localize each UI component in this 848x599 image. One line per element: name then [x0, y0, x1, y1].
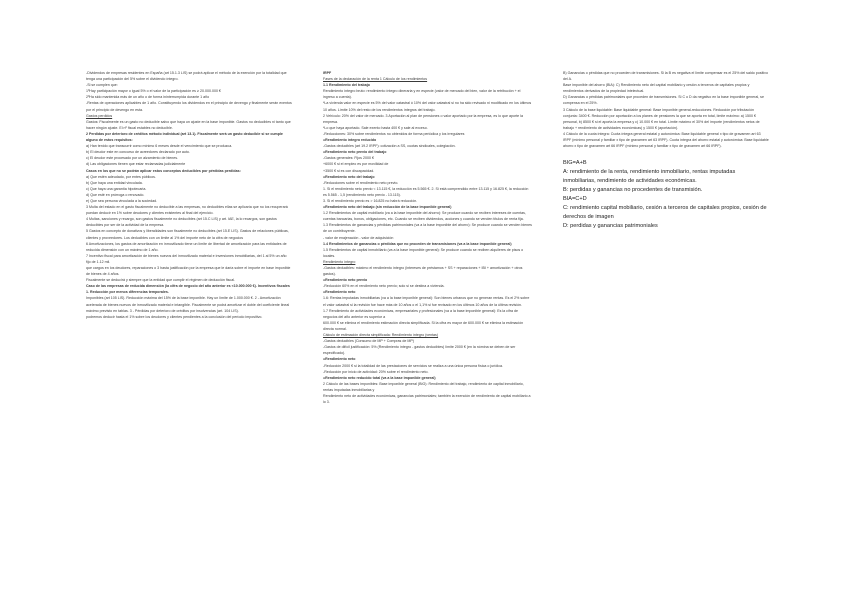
text-line: 1.3 Rendimientos de ganancias y pérdidas patrimoniales (va a la base imponible del ahorro): Se produce cuando se venden bienes de un contribuyente. [323, 223, 532, 234]
text-line: 5 Gastos en concepto de donativos y liberalidades son fiscalmente no deducibles (art 15.E LIS). Gastos de relaciones públicas, clientes y proveedores. Los deducibles con un límite al 1% del importe neto de la cifra de negocios [86, 229, 289, 240]
text-line: Fiscalmente se deducirá y siempre que la entidad que cumplir el régimen de deducción fiscal. [86, 278, 236, 283]
text-line: Rendimiento neto de actividades económicas, ganancias patrimoniales; también la exención de rendimiento de capital mobiliario a lo 3. [323, 393, 531, 405]
text-line: -Reducción 60% en el rendimiento neto previo; solo si se destina a vivienda. [323, 284, 445, 289]
text-line: 6 Amortizaciones, los gastos de amortización en inmovilizado tiene un límite de libertad de amortización para las entidades de reducida dimensión con un máximo de 1 año. [86, 241, 287, 252]
text-line: D: perdidas y ganancias patrimoniales [563, 223, 658, 230]
text-line: 3. Si el rendimiento previo es > 16.825 no habrá reducción. [323, 198, 418, 203]
text-line: b) El deudor este en concurso de acreedores declarado por auto. [86, 150, 190, 155]
text-line: 7 Incentivo fiscal para amortización de bienes nuevos del inmovilizado material e inversiones inmobiliarias, del 1 al 5% un año fijo de 1.12 mil. [86, 253, 287, 264]
text-line: d) Que esté en prórroga o renovado. [86, 192, 145, 197]
text-line: d) Las obligaciones tienen que estar reclamadas judicialmente [86, 162, 186, 167]
text-line: 2 Vehículo: 20% del valor de mercado. 3 Aportación al plan de pensiones o valor aportado por la empresa, es lo que aporte la empresa. [323, 113, 523, 124]
text-line: a) Han tenido que transcurrir como mínimo 6 meses desde el vencimiento que se produzca. [86, 144, 233, 149]
text-line: =Rendimiento neto del trabajo [323, 174, 375, 179]
text-line: C: rendimiento capital mobiliario, cesión a terceros de capitales propios, cesión de derechos de imagen [563, 205, 767, 221]
text-line: 4 Multas, sanciones y recargo, son gastos fiscalmente no deducibles (art 15.C LIS) y art. IAE, la lo recargos, son gastos deducibles por ser de la actividad de la empresa. [86, 217, 277, 228]
text-line: Rendimiento íntegro [323, 259, 356, 264]
text-line: =Rendimiento neto previo del trabajo [323, 150, 387, 155]
text-line: 1.5 Rendimientos de capital inmobiliario (va a la base imponible general): Se produce cuando se reciben alquileres de pisos o locales. [323, 247, 524, 258]
text-line: 1.4 Rendimientos de ganancias o pérdidas que no proceden de transmisiones (va a la base imponible general) [323, 241, 512, 246]
text-line: Fases de la declaración de la renta 1 Cálculo de los rendimientos [323, 77, 428, 82]
text-line: 1.6: Rentas imputadas inmobiliarias (va a la base imponible general): Son bienes urbanos que no generan rentas. Es el 2% sobre el valor catastral si la revisión fue hace más de 10 años o el 1,1% si fue revisado en los últimos 10 años de la última revisión. [323, 296, 530, 307]
text-line: Caso de las empresas de reducida dimensión (la cifra de negocio del año anterior es <10.000.000 €). Incentivos fiscales 1. Reducción por menos diferencias temporales. [86, 284, 290, 295]
text-line: =Rendimiento íntegro reducido [323, 138, 377, 143]
text-line: -Si se cumplen que: [86, 83, 118, 88]
text-line: Casos en los que no se podrán aplicar estos conceptos deducibles por pérdidas perdidas: [86, 168, 241, 173]
text-line: -Dividendos de empresas residentes en España (art 15.1.3 LIS) se podrá aplicar el método de la exención por la totalidad que tenga una participación del 5% sobre el dividendo íntegro. [86, 71, 287, 82]
text-line: 2 Perdidas por deterioro de créditos método individual (art 13.1). Fiscalmente será un gasto deducible si se cumple alguno de estos requisitos: [86, 131, 283, 143]
text-line: -Gastos generales: Fijos 2000 € [323, 156, 374, 161]
text-line: 600.000 € se elimina el rendimiento estimación directa simplificada. Si la cifra es mayor de 600.000 € se elimina la estimación directa normal. [323, 320, 524, 331]
text-line: -Gastos deducibles (art 19.2 IRPF): cotización a SS, cuotas sindicales, colegiación. [323, 144, 456, 149]
text-line: 1.2 Rendimientos de capital mobiliario (va a la base imponible del ahorro): Se produce cuando se reciben intereses de cuentas, cuentas bancarias, bonos, obligaciones, etc. Cuando se reciben dividendos, acciones y cuando se venden títulos de renta fija. [323, 211, 526, 222]
text-line: B: perdidas y ganancias no procedentes de transmisión. [563, 187, 703, 194]
text-line: =Rendimiento neto del trabajo (sin reducción de la base imponible general) [323, 205, 452, 210]
text-line: podremos deducir hasta el 1% sobre los deudores y clientes pendientes a la conclusión del período impositivo. [86, 314, 263, 319]
text-line: 3 Cálculo de la base liquidable: Base liquidable general: Base imponible general-reducciones. Reducción por tributación conjunta: 3400 €. Reducción por aportación a los planes de pensiones la que se aporta en total, límite máximo: a) 1500 € personal, b) 8500 € si el aporta la empresa y c) 10.000 € en total. Límite máximo el 30% del importe (rendimientos netos de trabajo + rendimiento de actividades económicas) y 1500 € (aportación). [563, 107, 760, 130]
text-line: -Reducción 2000 € si la totalidad de las prestaciones de servicios se realiza a una única persona física o jurídica. [323, 363, 503, 368]
text-line: =Rendimiento neto previo [323, 278, 368, 283]
text-line: -Reducciones: 30% sobre rendimientos no obtenidos de forma periódica y los irregulares [323, 131, 465, 136]
text-line: - valor de enajenación - valor de adquisición [323, 235, 394, 240]
column-left [86, 70, 292, 320]
text-line: *Lo que haya aportado. Sale exento hasta 400 € y sale al exceso. [323, 125, 428, 130]
text-line: B) Ganancias o pérdidas que no proceden de transmisiones. Si la B es negativa el límite compensar es el 25% del saldo positivo del A. [563, 71, 768, 82]
text-line: c) El deudor este procesado por un alzamiento de bienes. [86, 156, 179, 161]
text-line: Cálculo de estimación directa simplificada: Rendimiento íntegro (ventas) [323, 333, 439, 338]
text-line: Rendimiento íntegro bruto: rendimiento íntegro dineraria y en especie (valor de mercado del bien, valor de la retribución + el ingreso a cuenta). [323, 89, 521, 100]
text-line: e) Que sea persona vinculada a la sociedad. [86, 198, 158, 203]
text-line: Gastos: Fiscalmente es un gasto no deducible salvo que haya un ajuste en la base imponible. Gastos no deducibles ni tanto que hacer ningún ajuste. El nº fiscal estables no deducible. [86, 119, 291, 130]
text-line [563, 149, 769, 159]
text-line: -Rentas de operaciones aplicables de 1 año. Constituyendo los dividendos en el principio de devengo y finalmente serán exentos por el principio de devengo en esta. [86, 101, 292, 112]
column-middle [323, 70, 533, 405]
text-line: +3500 € si es con discapacidad. [323, 168, 375, 173]
text-line: 1.1 Rendimiento del trabajo [323, 83, 370, 88]
text-line: b) Que haya una entidad vinculada. [86, 180, 143, 185]
text-line: que cargos en los deudores, reparaciones o 3 hasta justificación por la empresa que le daría sobre el importe en base imponible de bienes de 4 años. [86, 266, 291, 277]
text-line: 4 Cálculo de la cuota íntegra: Cuota íntegra general estatal y autonómica: Base liquidable general x tipo de gravamen art 63 IRPF (mínimo personal y familiar x tipo de gravamen art 63 IRPF). Cuota íntegra del ahorro estatal y autonómica: Base liquidable ahorro x tipo de gravamen art 66 IRPF (mínimo personal y familiar x tipo de gravamen art 66 IRPF). [563, 131, 769, 149]
text-line: 2 Cálculo de las bases imponibles: Base imponible general (BIG): Rendimiento del trabajo, rendimiento de capital inmobiliario, rentas imputadas inmobiliarias y [323, 381, 524, 392]
text-line: a) Que estén adeudado, por entes públicos. [86, 174, 156, 179]
text-line: -Gastos deducibles: máximo el rendimiento íntegro (intereses de préstamos + SS + reparaciones + IBI + amortización + otros gastos). [323, 266, 523, 277]
text-line: -Reducciones sobre el rendimiento neto previo. [323, 180, 399, 185]
text-line: 3 Multa del estado en el gasto fiscalmente no deducible a las empresas, no deducibles ellas se aplicaría que no los recuperará puedan deducir en 1% sobre deudores y clientes existentes al final del ejercicio. [86, 205, 288, 216]
text-line: c) Que haya una garantía hipotecaria. [86, 186, 147, 191]
text-line: =Rendimiento neto [323, 290, 356, 295]
text-line: *La vivienda valor en especie es 5% del valor catastral ó 10% del valor catastral si no ha sido revisado ni modificado en los últimos 10 años. Límite 10% del resto de los rendimientos íntegros del trabajo. [323, 101, 532, 112]
text-line: 1.7 Rendimiento de actividades económicas, empresariales y profesionales (va a la base imponible general): Es la cifra de negocios del año anterior es superior a [323, 308, 518, 319]
text-line: =Rendimiento neto [323, 357, 356, 362]
text-line: =Rendimiento neto reducido total (va a la base imponible general) [323, 375, 436, 380]
text-line: 1. Si el rendimiento neto previo < 13.115 €, la reducción es 5.565 €. 2. Si está comprendido entre 13.115 y 16.825 €, la reducción es 5.565 - 1,5 (rendimiento neto previo - 13.115). [323, 186, 529, 197]
text-line: Imponibles (art 105 LIS). Reducción máxima del 15% de la base imponible. Hay un límite de 1.000.000 €. 2 - Amortización acelerada de bienes nuevos de inmovilizado material e intangible. Fiscalmente se podrá amortizar el doble del coeficiente lineal máximo previsto en tablas. 3 - Pérdidas por deterioro de créditos por insolvencias (art. 104 LIS). [86, 296, 290, 313]
text-line: +6000 € si el empleo es por movilidad de [323, 162, 389, 167]
text-line: Gastos perdidos [86, 113, 113, 118]
text-line: Base imponible del ahorro (BIA): C) Rendimiento neto del capital mobiliario y cesión a terceros de capitales propios y rendimientos derivados de la propiedad intelectual. [563, 83, 750, 94]
text-line: IRPF [323, 71, 332, 75]
column-right [563, 70, 769, 231]
text-line: -Gastos de difícil justificación: 5% (Rendimiento íntegro - gastos deducibles) límite 2000 € (en la nómina se deben de ser especificado). [323, 345, 516, 356]
text-line: BIG=A+B [563, 160, 587, 167]
text-line: BIA=C+D [563, 196, 587, 203]
text-line: -Gastos deducibles (Consumo de MP + Compras de MP) [323, 339, 414, 344]
text-line: A: rendimiento de la renta, rendimiento inmobiliario, rentas imputadas inmobiliarias, rendimiento de actividades económicas. [563, 169, 736, 185]
text-line: -Reducción por inicio de actividad: 20% sobre el rendimiento neto. [323, 369, 429, 374]
text-line: 2ºHa sido mantenida más de un año o de forma ininterrumpida durante 1 año [86, 95, 210, 100]
text-line: D) Ganancias o pérdidas patrimoniales que proceden de transmisiones. Si C o D da negativo en la base imponible general, se compensa en el 25%. [563, 95, 764, 106]
text-line: 1ºHay participación mayor o igual 5% o el valor de la participación es ≥ 20.000.000 € [86, 89, 221, 94]
